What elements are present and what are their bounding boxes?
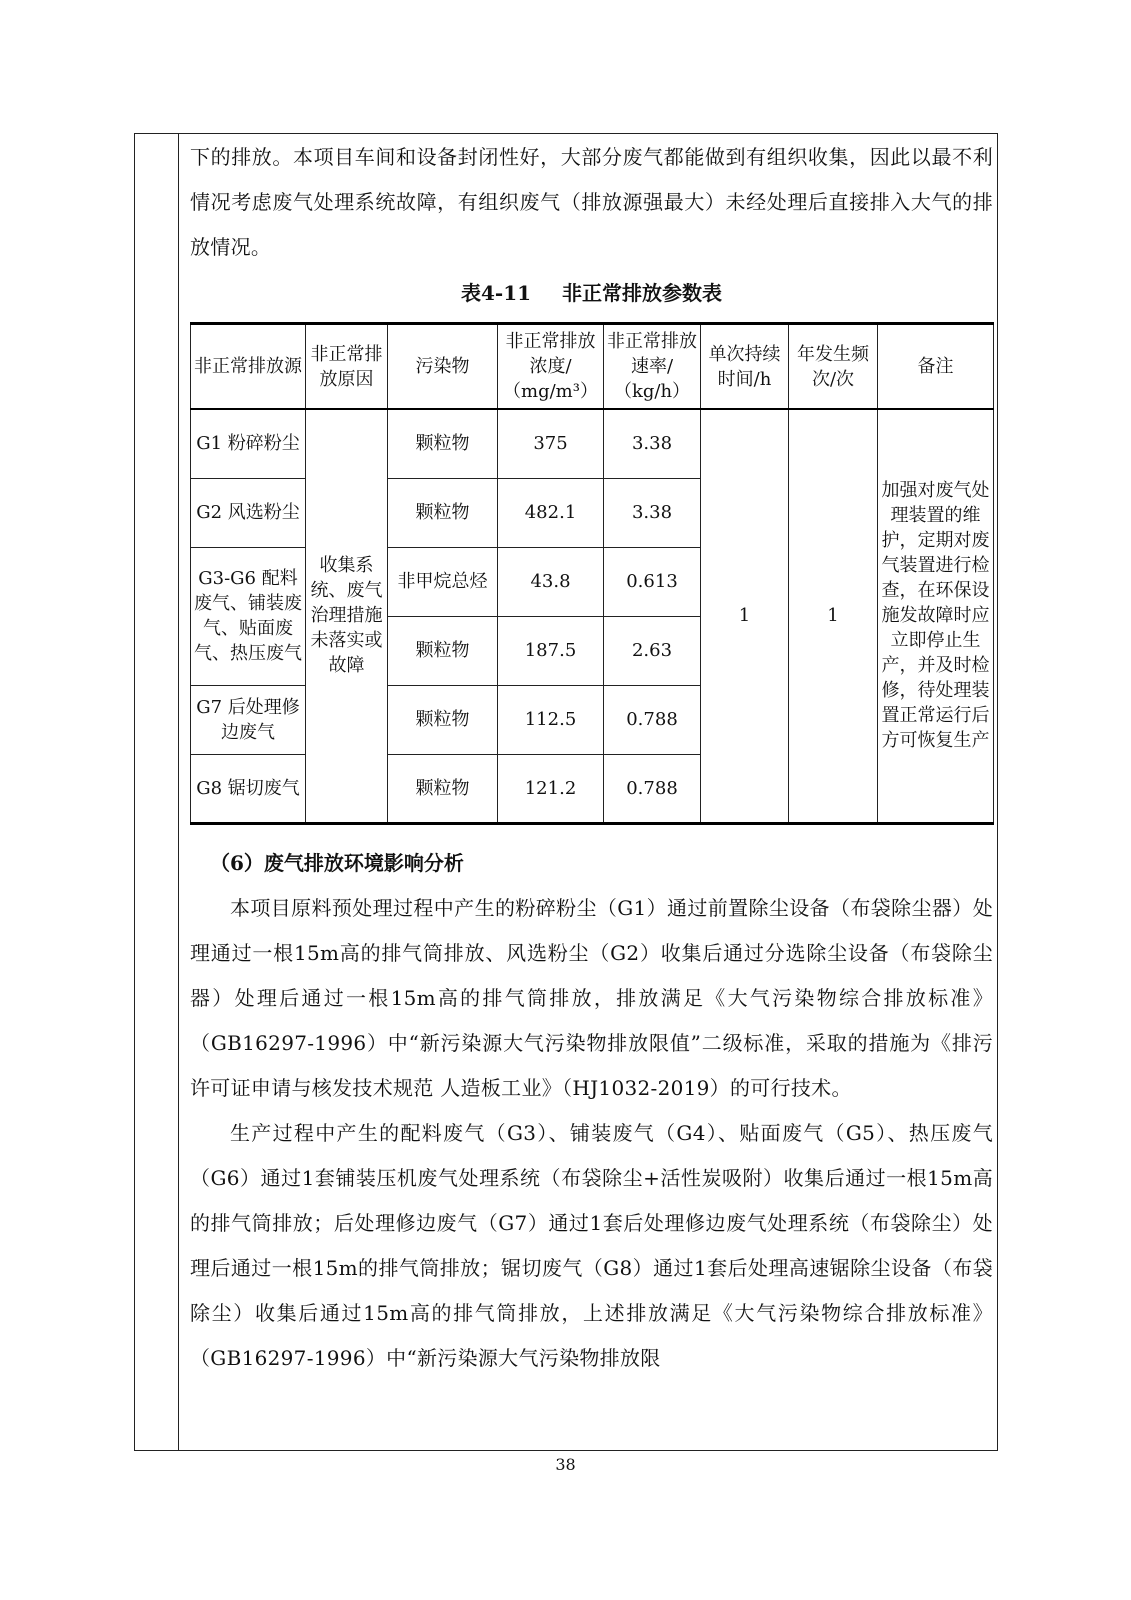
table-caption-number: 表4-11 xyxy=(460,281,532,305)
cell-source: G2 风选粉尘 xyxy=(191,478,306,547)
header-duration: 单次持续时间/h xyxy=(701,324,789,410)
header-rate-unit: （kg/h） xyxy=(613,381,691,402)
header-concentration-unit: （mg/m³） xyxy=(503,381,598,402)
cell-concentration: 121.2 xyxy=(498,754,604,823)
cell-concentration: 375 xyxy=(498,409,604,478)
document-body xyxy=(190,135,993,1381)
header-reason: 非正常排放原因 xyxy=(306,324,388,410)
frame-divider xyxy=(178,134,179,1450)
table-caption xyxy=(190,278,993,308)
cell-source: G3-G6 配料废气、铺装废气、贴面废气、热压废气 xyxy=(191,547,306,685)
header-pollutant: 污染物 xyxy=(388,324,498,410)
cell-pollutant: 颗粒物 xyxy=(388,754,498,823)
table-row xyxy=(191,409,994,478)
table-caption-title: 非正常排放参数表 xyxy=(562,281,723,305)
header-concentration xyxy=(498,324,604,410)
cell-pollutant: 非甲烷总烃 xyxy=(388,547,498,616)
cell-concentration: 187.5 xyxy=(498,616,604,685)
cell-concentration: 112.5 xyxy=(498,685,604,754)
cell-source: G1 粉碎粉尘 xyxy=(191,409,306,478)
abnormal-emission-table xyxy=(190,322,994,825)
header-concentration-label: 非正常排放浓度/ xyxy=(505,331,596,377)
cell-concentration: 482.1 xyxy=(498,478,604,547)
cell-duration: 1 xyxy=(701,409,789,823)
body-paragraph: 生产过程中产生的配料废气（G3）、铺装废气（G4）、贴面废气（G5）、热压废气（G6）通过1套铺装压机废气处理系统（布袋除尘+活性炭吸附）收集后通过一根15m高的排气筒排放；后处理修边废气（G7）通过1套后处理修边废气处理系统（布袋除尘）处理后通过一根15m的排气筒排放；锯切废气（G8）通过1套后处理高速锯除尘设备（布袋除尘）收集后通过15m高的排气筒排放，上述排放满足《大气污染物综合排放标准》（GB16297-1996）中“新污染源大气污染物排放限 xyxy=(190,1120,993,1370)
cell-rate: 0.788 xyxy=(604,685,701,754)
body-paragraph: 本项目原料预处理过程中产生的粉碎粉尘（G1）通过前置除尘设备（布袋除尘器）处理通过一根15m高的排气筒排放、风选粉尘（G2）收集后通过分选除尘设备（布袋除尘器）处理后通过一根15m高的排气筒排放，排放满足《大气污染物综合排放标准》（GB16297-1996）中“新污染源大气污染物排放限值”二级标准，采取的措施为《排污许可证申请与核发技术规范 人造板工业》（HJ1032-2019）的可行技术。 xyxy=(190,895,993,1100)
header-remark: 备注 xyxy=(878,324,994,410)
page-number: 38 xyxy=(555,1455,576,1474)
cell-rate: 3.38 xyxy=(604,478,701,547)
cell-pollutant: 颗粒物 xyxy=(388,478,498,547)
cell-pollutant: 颗粒物 xyxy=(388,616,498,685)
header-rate xyxy=(604,324,701,410)
cell-remark: 加强对废气处理装置的维护，定期对废气装置进行检查，在环保设施发故障时应立即停止生产，并及时检修，待处理装置正常运行后方可恢复生产 xyxy=(878,409,994,823)
header-rate-label: 非正常排放速率/ xyxy=(607,331,697,377)
intro-paragraph: 下的排放。本项目车间和设备封闭性好，大部分废气都能做到有组织收集，因此以最不利情况考虑废气处理系统故障，有组织废气（排放源强最大）未经处理后直接排入大气的排放情况。 xyxy=(190,145,993,259)
header-frequency: 年发生频次/次 xyxy=(789,324,878,410)
cell-rate: 3.38 xyxy=(604,409,701,478)
cell-rate: 0.613 xyxy=(604,547,701,616)
cell-frequency: 1 xyxy=(789,409,878,823)
section-heading: （6）废气排放环境影响分析 xyxy=(210,850,464,875)
cell-rate: 2.63 xyxy=(604,616,701,685)
cell-pollutant: 颗粒物 xyxy=(388,685,498,754)
cell-rate: 0.788 xyxy=(604,754,701,823)
cell-pollutant: 颗粒物 xyxy=(388,409,498,478)
header-source: 非正常排放源 xyxy=(191,324,306,410)
cell-concentration: 43.8 xyxy=(498,547,604,616)
cell-source: G7 后处理修边废气 xyxy=(191,685,306,754)
table-header-row xyxy=(191,324,994,410)
cell-reason: 收集系统、废气治理措施未落实或故障 xyxy=(306,409,388,823)
cell-source: G8 锯切废气 xyxy=(191,754,306,823)
